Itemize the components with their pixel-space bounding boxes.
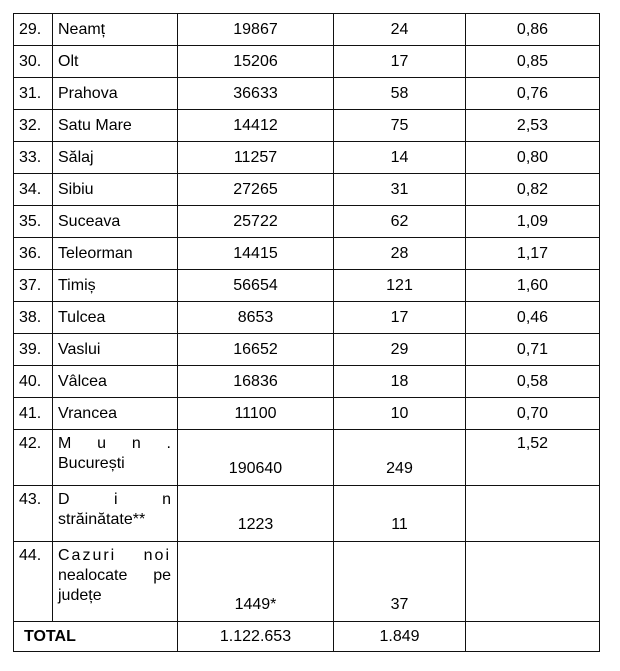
county-name-line1: M u n . — [58, 435, 171, 452]
county-name: Vaslui — [53, 334, 178, 366]
table-row — [14, 366, 600, 398]
county-name: Tulcea — [53, 302, 178, 334]
table-row — [14, 302, 600, 334]
cases-value: 1449* — [178, 542, 334, 622]
rate-value: 0,46 — [466, 302, 600, 334]
rate-value: 2,53 — [466, 110, 600, 142]
table-row-total — [14, 622, 600, 652]
rate-value: 1,09 — [466, 206, 600, 238]
rate-value: 1,60 — [466, 270, 600, 302]
county-name: Sălaj — [53, 142, 178, 174]
county-name: Teleorman — [53, 238, 178, 270]
deaths-value: 249 — [334, 430, 466, 486]
cases-value: 11100 — [178, 398, 334, 430]
county-name: Satu Mare — [53, 110, 178, 142]
row-number: 29. — [14, 14, 53, 46]
rate-value: 0,71 — [466, 334, 600, 366]
row-number: 43. — [14, 486, 53, 542]
table-row — [14, 110, 600, 142]
row-number: 36. — [14, 238, 53, 270]
row-number: 44. — [14, 542, 53, 622]
deaths-value: 28 — [334, 238, 466, 270]
table-row — [14, 14, 600, 46]
deaths-value: 18 — [334, 366, 466, 398]
county-name — [53, 430, 178, 486]
deaths-value: 75 — [334, 110, 466, 142]
cases-value: 14412 — [178, 110, 334, 142]
cases-value: 56654 — [178, 270, 334, 302]
county-name — [53, 486, 178, 542]
rate-value: 0,85 — [466, 46, 600, 78]
cases-value: 16652 — [178, 334, 334, 366]
total-deaths: 1.849 — [334, 622, 466, 652]
cases-value: 27265 — [178, 174, 334, 206]
deaths-value: 17 — [334, 302, 466, 334]
cases-value: 190640 — [178, 430, 334, 486]
table-row — [14, 270, 600, 302]
row-number: 42. — [14, 430, 53, 486]
table-row-nealocate — [14, 542, 600, 622]
cases-value: 19867 — [178, 14, 334, 46]
county-name-line2: străinătate** — [58, 511, 146, 528]
rate-value — [466, 486, 600, 542]
row-number: 34. — [14, 174, 53, 206]
total-cases: 1.122.653 — [178, 622, 334, 652]
deaths-value: 121 — [334, 270, 466, 302]
county-name-line3: județe — [58, 587, 102, 604]
cases-value: 8653 — [178, 302, 334, 334]
rate-value: 0,86 — [466, 14, 600, 46]
table-row — [14, 334, 600, 366]
county-name-line2: nealocate pe — [58, 567, 171, 584]
row-number: 35. — [14, 206, 53, 238]
county-name-line2: București — [58, 455, 125, 472]
deaths-value: 31 — [334, 174, 466, 206]
table-row — [14, 46, 600, 78]
county-name: Vrancea — [53, 398, 178, 430]
table-row-strainatate — [14, 486, 600, 542]
rate-value: 0,76 — [466, 78, 600, 110]
table-row-bucuresti — [14, 430, 600, 486]
row-number: 40. — [14, 366, 53, 398]
row-number: 33. — [14, 142, 53, 174]
rate-value: 1,52 — [466, 430, 600, 486]
county-name: Prahova — [53, 78, 178, 110]
cases-value: 1223 — [178, 486, 334, 542]
table-row — [14, 206, 600, 238]
rate-value: 0,70 — [466, 398, 600, 430]
row-number: 32. — [14, 110, 53, 142]
county-name: Suceava — [53, 206, 178, 238]
county-statistics-table — [13, 13, 600, 652]
cases-value: 25722 — [178, 206, 334, 238]
rate-value: 0,82 — [466, 174, 600, 206]
county-name: Sibiu — [53, 174, 178, 206]
cases-value: 15206 — [178, 46, 334, 78]
deaths-value: 29 — [334, 334, 466, 366]
county-name: Vâlcea — [53, 366, 178, 398]
total-rate — [466, 622, 600, 652]
table-row — [14, 398, 600, 430]
row-number: 37. — [14, 270, 53, 302]
row-number: 30. — [14, 46, 53, 78]
deaths-value: 62 — [334, 206, 466, 238]
table-row — [14, 142, 600, 174]
county-name-line1: D i n — [58, 491, 171, 508]
deaths-value: 10 — [334, 398, 466, 430]
table-row — [14, 78, 600, 110]
total-label: TOTAL — [14, 622, 178, 652]
deaths-value: 37 — [334, 542, 466, 622]
row-number: 39. — [14, 334, 53, 366]
county-name: Timiș — [53, 270, 178, 302]
deaths-value: 14 — [334, 142, 466, 174]
rate-value — [466, 542, 600, 622]
deaths-value: 24 — [334, 14, 466, 46]
county-name: Olt — [53, 46, 178, 78]
table-row — [14, 174, 600, 206]
rate-value: 0,58 — [466, 366, 600, 398]
county-name: Neamț — [53, 14, 178, 46]
row-number: 41. — [14, 398, 53, 430]
deaths-value: 17 — [334, 46, 466, 78]
cases-value: 16836 — [178, 366, 334, 398]
cases-value: 36633 — [178, 78, 334, 110]
deaths-value: 11 — [334, 486, 466, 542]
cases-value: 11257 — [178, 142, 334, 174]
rate-value: 1,17 — [466, 238, 600, 270]
table-row — [14, 238, 600, 270]
row-number: 31. — [14, 78, 53, 110]
rate-value: 0,80 — [466, 142, 600, 174]
cases-value: 14415 — [178, 238, 334, 270]
county-name — [53, 542, 178, 622]
county-name-line1: Cazuri noi — [58, 547, 171, 564]
row-number: 38. — [14, 302, 53, 334]
deaths-value: 58 — [334, 78, 466, 110]
